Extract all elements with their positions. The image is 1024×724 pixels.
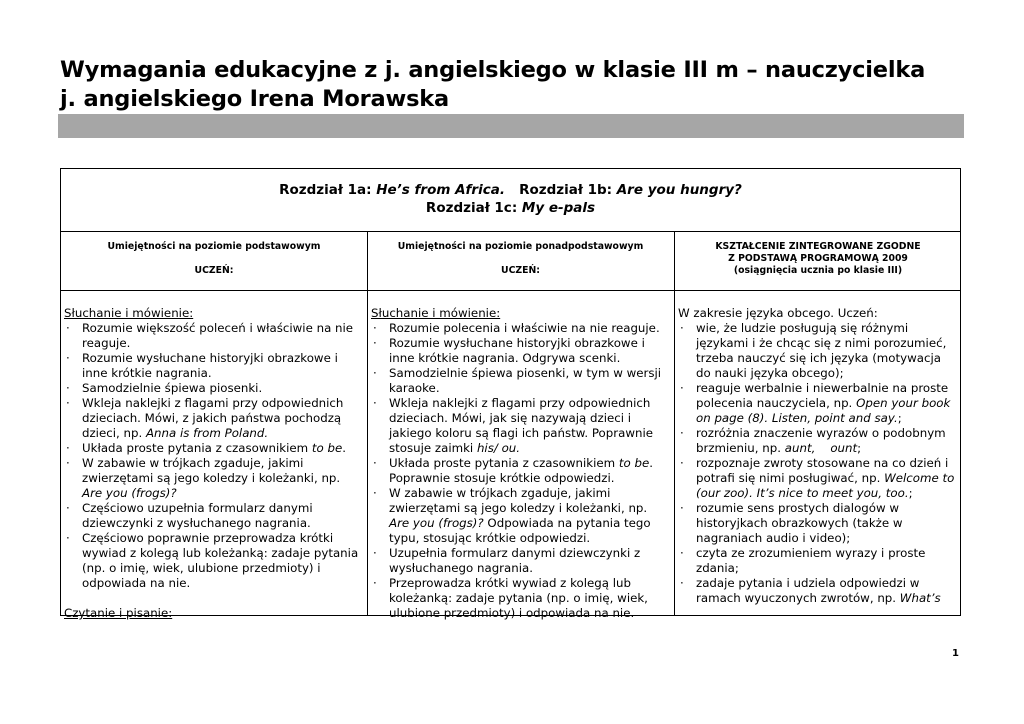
chapter-1a-prefix: Rozdział 1a: [279,182,377,198]
list-item [371,486,671,546]
advanced-list [371,321,671,621]
list-item-example: Anna is from Poland. [145,426,269,440]
list-item-text: W zabawie w trójkach zgaduje, jakimi zwierzętami są jego koledzy i koleżanki, np. [389,486,648,515]
basic-section-reading: Czytanie i pisanie: [64,606,173,620]
list-item-text: . Poprawnie stosuje krótkie odpowiedzi. [389,456,653,485]
list-item: · Rozumie wysłuchane historyjki obrazkowe i inne krótkie nagrania. Odgrywa scenki. [371,336,671,366]
list-item: · Samodzielnie śpiewa piosenki. [64,381,364,396]
document-title [60,56,980,114]
advanced-section-listening: Słuchanie i mówienie: [371,306,501,320]
list-item-example: Welcome to (our zoo). It’s nice to meet you, too. [696,471,955,500]
list-item-text: reaguje werbalnie i niewerbalnie na proste polecenia nauczyciela, np. [696,381,949,410]
list-item [678,456,958,501]
list-item [64,396,364,441]
list-item [64,441,364,456]
list-item: · wie, że ludzie posługują się różnymi językami i że chcąc się z nimi porozumieć, trzeba nauczyć się ich języka (motywacja do nauki języka obcego); [678,321,958,381]
list-item-text: Układa proste pytania z czasownikiem [82,441,312,455]
list-item-example: Open your book on page (8). Listen, point and say. [696,396,951,425]
integrated-list [678,321,958,606]
requirements-table [60,168,961,620]
advanced-header-sub: UCZEŃ: [501,265,540,276]
basic-header-sub: UCZEŃ: [194,265,234,276]
list-item [64,456,364,501]
integrated-header-line-3: (osiągnięcia ucznia po klasie III) [733,265,903,276]
list-item-text: rozróżnia znaczenie wyrazów o podobnym brzmieniu, np. [696,426,946,455]
chapter-1b-title: Are you hungry? [616,182,742,198]
advanced-column [371,306,671,621]
title-line-1: Wymagania edukacyjne z j. angielskiego w klasie III m – nauczycielka [60,57,926,83]
list-item-text: Układa proste pytania z czasownikiem [389,456,619,470]
list-item-text: ; [897,411,902,425]
title-separator-band [58,114,964,138]
chapter-1b-prefix: Rozdział 1b: [504,182,617,198]
column-divider [674,231,675,615]
list-item-text: Odpowiada na pytania tego typu, stosując krótkie odpowiedzi. [389,516,651,545]
page-number: 1 [952,648,959,659]
list-item-text: Wkleja naklejki z flagami przy odpowiednich dzieciach. Mówi, jak się nazywają dzieci i jakiego koloru są flagi ich państw. Poprawnie stosuje zaimki [389,396,653,455]
list-item-example: to be [618,456,650,470]
list-item-example: to be [311,441,343,455]
integrated-header-line-1: KSZTAŁCENIE ZINTEGROWANE ZGODNE [715,241,921,252]
list-item: · Częściowo uzupełnia formularz danymi dziewczynki z wysłuchanego nagrania. [64,501,364,531]
list-item: · rozumie sens prostych dialogów w historyjkach obrazkowych (także w nagraniach audio i video); [678,501,958,546]
chapter-1c-title: My e-pals [521,200,596,216]
list-item: · Samodzielnie śpiewa piosenki, w tym w wersji karaoke. [371,366,671,396]
list-item-example: Are you (frogs)? [82,486,177,500]
integrated-column [678,306,958,606]
list-item [678,426,958,456]
list-item-text: rozpoznaje zwroty stosowane na co dzień i potrafi się nimi posługiwać, np. [696,456,949,485]
list-item: · Rozumie wysłuchane historyjki obrazkowe i inne krótkie nagrania. [64,351,364,381]
column-header-basic [61,241,367,277]
list-item [678,381,958,426]
basic-section-listening: Słuchanie i mówienie: [64,306,194,320]
list-item-text: Wkleja naklejki z flagami przy odpowiednich dzieciach. Mówi, z jakich państwa pochodzą dzieci, np. [82,396,344,440]
list-item: · Uzupełnia formularz danymi dziewczynki z wysłuchanego nagrania. [371,546,671,576]
list-item-example: aunt, ount [784,441,858,455]
title-line-2: j. angielskiego Irena Morawska [60,86,450,112]
row-divider [61,231,960,232]
row-divider [61,290,960,291]
list-item-text: . [342,441,346,455]
chapter-header [61,181,960,217]
list-item-example: What’s [899,591,941,605]
column-header-advanced [367,241,674,277]
list-item: · Rozumie większość poleceń i właściwie na nie reaguje. [64,321,364,351]
column-header-integrated [674,241,962,277]
basic-column [64,306,364,621]
list-item: · Przeprowadza krótki wywiad z kolegą lub koleżanką: zadaje pytania (np. o imię, wiek, ulubione przedmioty) i odpowiada na nie. [371,576,671,621]
list-item-example: Are you (frogs)? [389,516,484,530]
list-item-text: W zabawie w trójkach zgaduje, jakimi zwierzętami są jego koledzy i koleżanki, np. [82,456,341,485]
list-item: · Rozumie polecenia i właściwie na nie reaguje. [371,321,671,336]
chapter-1c-prefix: Rozdział 1c: [425,200,522,216]
list-item: · Częściowo poprawnie przeprowadza krótki wywiad z kolegą lub koleżanką: zadaje pytania (np. o imię, wiek, ulubione przedmioty) i odpowiada na nie. [64,531,364,591]
list-item-text: zadaje pytania i udziela odpowiedzi w ramach wyuczonych zwrotów, np. [696,576,920,605]
basic-header-text: Umiejętności na poziomie podstawowym [107,241,321,252]
basic-list [64,321,364,591]
chapter-1a-title: He’s from Africa. [376,182,505,198]
integrated-intro: W zakresie języka obcego. Uczeń: [678,306,878,320]
list-item [371,396,671,456]
list-item-text: ; [857,441,862,455]
column-divider [367,231,368,615]
list-item [371,456,671,486]
list-item-text: ; [908,486,913,500]
list-item-example: his/ ou. [476,441,521,455]
list-item [678,576,958,606]
list-item: · czyta ze zrozumieniem wyrazy i proste zdania; [678,546,958,576]
integrated-header-line-2: Z PODSTAWĄ PROGRAMOWĄ 2009 [728,253,908,264]
advanced-header-text: Umiejętności na poziomie ponadpodstawowym [397,241,644,252]
